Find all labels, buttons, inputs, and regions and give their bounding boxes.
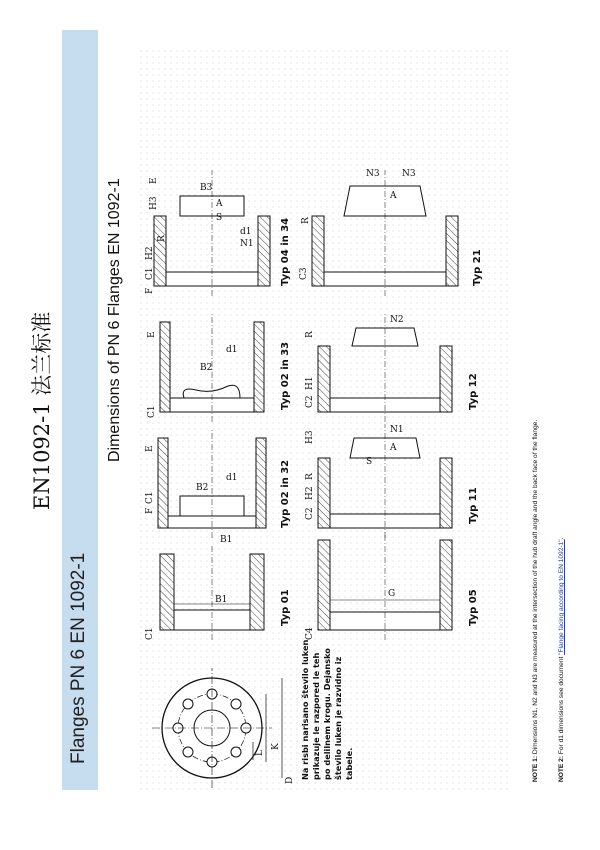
dim-H2-11: H2 xyxy=(305,486,315,500)
banner-title: Flanges PN 6 EN 1092-1 xyxy=(68,552,89,764)
typ-02-33-label: Typ 02 in 33 xyxy=(280,341,291,410)
dim-E: E xyxy=(145,445,155,452)
note-1: NOTE 1: Dimensions N1, N2 and N3 are measured at the intersection of the hub draft angle and the back face of the flange. xyxy=(532,419,539,782)
typ-21-label: Typ 21 xyxy=(472,249,483,286)
dim-K: K xyxy=(271,743,281,750)
dim-N2: N2 xyxy=(390,315,404,325)
dim-A-21: A xyxy=(390,191,397,201)
dim-C1c: C1 xyxy=(147,405,157,418)
svg-text:prikazuje le razpored le teh: prikazuje le razpored le teh xyxy=(311,652,321,780)
svg-text:tabele.: tabele. xyxy=(344,747,354,780)
typ-04-34-label: Typ 04 in 34 xyxy=(280,217,291,286)
dim-C1b: C1 xyxy=(145,491,155,504)
dim-d1d: d1 xyxy=(240,227,252,237)
typ-11-label: Typ 11 xyxy=(468,487,479,524)
dim-C2-12: C2 xyxy=(305,395,315,408)
page-title: EN1092-1 法兰标准 xyxy=(30,311,54,510)
dim-S: S xyxy=(216,213,223,223)
dim-H3-11: H3 xyxy=(305,430,315,444)
dim-d1: d1 xyxy=(226,473,238,483)
dim-C4: C4 xyxy=(305,627,315,640)
dim-C1: C1 xyxy=(145,627,155,640)
typ-12-label: Typ 12 xyxy=(468,373,479,410)
dim-R: R xyxy=(157,235,167,242)
dim-C2-11: C2 xyxy=(305,507,315,520)
dim-A: A xyxy=(216,199,223,209)
dim-B1: B1 xyxy=(215,595,228,605)
dim-G: G xyxy=(388,589,396,599)
dim-F4: F xyxy=(145,287,155,294)
dim-S-11: S xyxy=(366,457,373,467)
dim-C1d: C1 xyxy=(145,267,155,280)
dim-B2: B2 xyxy=(196,483,209,493)
dim-N1: N1 xyxy=(240,239,254,249)
dim-H1: H1 xyxy=(305,376,315,390)
flange-facing-link[interactable]: "Flange facing according to EN 1092-1" xyxy=(558,539,565,655)
dim-N1-11: N1 xyxy=(390,425,404,435)
dim-A-11: A xyxy=(390,443,397,453)
dim-B3: B3 xyxy=(200,183,213,193)
dim-D: D xyxy=(285,776,295,784)
dim-Ec: E xyxy=(147,331,157,338)
svg-text:število luken je razvidno iz: število luken je razvidno iz xyxy=(333,656,343,780)
dim-F: F xyxy=(145,507,155,514)
dim-R-12: R xyxy=(305,331,315,338)
dim-E4: E xyxy=(149,177,159,184)
flange-drawings xyxy=(140,50,510,790)
dim-H3: H3 xyxy=(149,196,159,210)
note-2: NOTE 2: For d1 dimensions see document "Flange facing according to EN 1092-1". xyxy=(558,537,565,782)
dim-B2c: B2 xyxy=(200,363,213,373)
dim-N3b: N3 xyxy=(402,169,416,179)
typ-02-32-label: Typ 02 in 32 xyxy=(280,459,291,528)
dim-d1c: d1 xyxy=(226,345,238,355)
dim-B1b: B1 xyxy=(220,535,233,545)
page-subtitle: Dimensions of PN 6 Flanges EN 1092-1 xyxy=(106,178,123,462)
dim-N3a: N3 xyxy=(366,169,380,179)
dim-H2: H2 xyxy=(145,246,155,260)
svg-text:po delilnem krogu. Dejansko: po delilnem krogu. Dejansko xyxy=(322,648,332,780)
dim-L: L xyxy=(255,750,265,756)
typ-01-label: Typ 01 xyxy=(280,589,291,626)
typ-05-label: Typ 05 xyxy=(468,589,479,626)
svg-text:Na risbi narisano število luke: Na risbi narisano število luken xyxy=(300,639,310,780)
dim-R-21: R xyxy=(301,217,311,224)
dim-R-11: R xyxy=(305,473,315,480)
dim-C3: C3 xyxy=(299,267,309,280)
